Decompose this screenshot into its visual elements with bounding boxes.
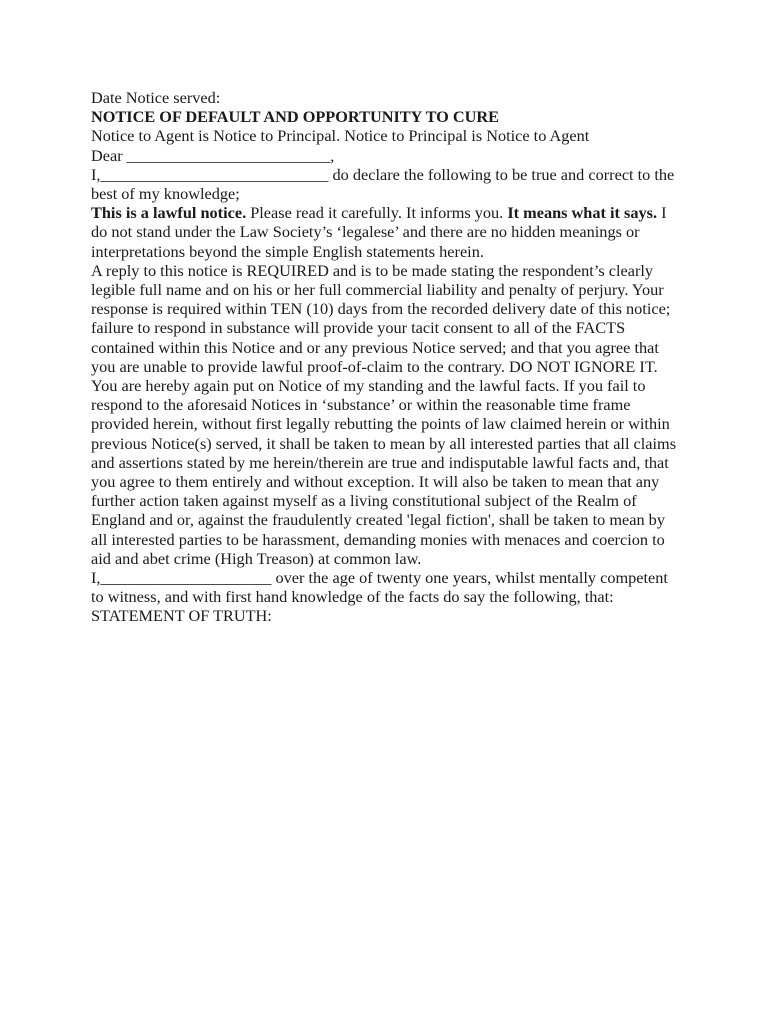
notice-subtitle: Notice to Agent is Notice to Principal. Notice to Principal is Notice to Agent bbox=[91, 126, 590, 146]
legalese-text: I do not stand under the Law Society’s ‘legalese’ and there are no hidden meanings or interpretations beyond the simple English statements herein. bbox=[91, 203, 667, 261]
lawful-notice-bold: This is a lawful notice. bbox=[91, 203, 247, 223]
means-what-it-says-bold: It means what it says. bbox=[507, 203, 658, 223]
witness-paragraph: I,_____________________ over the age of twenty one years, whilst mentally competent to witness, and with first hand knowledge of the facts do say the following, that: bbox=[91, 568, 668, 607]
statement-of-truth-heading: STATEMENT OF TRUTH: bbox=[91, 606, 272, 626]
declaration-paragraph: I,____________________________ do declare the following to be true and correct to the best of my knowledge; bbox=[91, 164, 675, 204]
lawful-notice-paragraph bbox=[91, 203, 681, 261]
notice-document bbox=[91, 88, 681, 626]
standing-paragraph: You are hereby again put on Notice of my standing and the lawful facts. If you fail to respond to the aforesaid Notices in ‘substance’ or within the reasonable time frame provided herein, without first legally rebutting the points of law claimed herein or within previous Notice(s) served, it shall be taken to mean by all interested parties that all claims and assertions stated by me herein/therein are true and indisputable lawful facts and, that you agree to them entirely and without exception. It will also be taken to mean that any further action taken against myself as a living constitutional subject of the Realm of England and or, against the fraudulently created 'legal fiction', shall be taken to mean by all interested parties to be harassment, demanding monies with menaces and coercion to aid and abet crime (High Treason) at common law. bbox=[91, 376, 677, 568]
reply-required-paragraph: A reply to this notice is REQUIRED and is to be made stating the respondent’s clearly legible full name and on his or her full commercial liability and penalty of perjury. Your response is required within TEN (10) days from the recorded delivery date of this notice; failure to respond in substance will provide your tacit consent to all of the FACTS contained within this Notice and or any previous Notice served; and that you agree that you are unable to provide lawful proof-of-claim to the contrary. DO NOT IGNORE IT. bbox=[91, 260, 671, 376]
lawful-notice-text: Please read it carefully. It informs you. bbox=[246, 203, 508, 223]
date-served-label: Date Notice served: bbox=[91, 88, 221, 107]
salutation-line: Dear _________________________, bbox=[91, 145, 335, 165]
notice-title: NOTICE OF DEFAULT AND OPPORTUNITY TO CURE bbox=[91, 107, 500, 127]
